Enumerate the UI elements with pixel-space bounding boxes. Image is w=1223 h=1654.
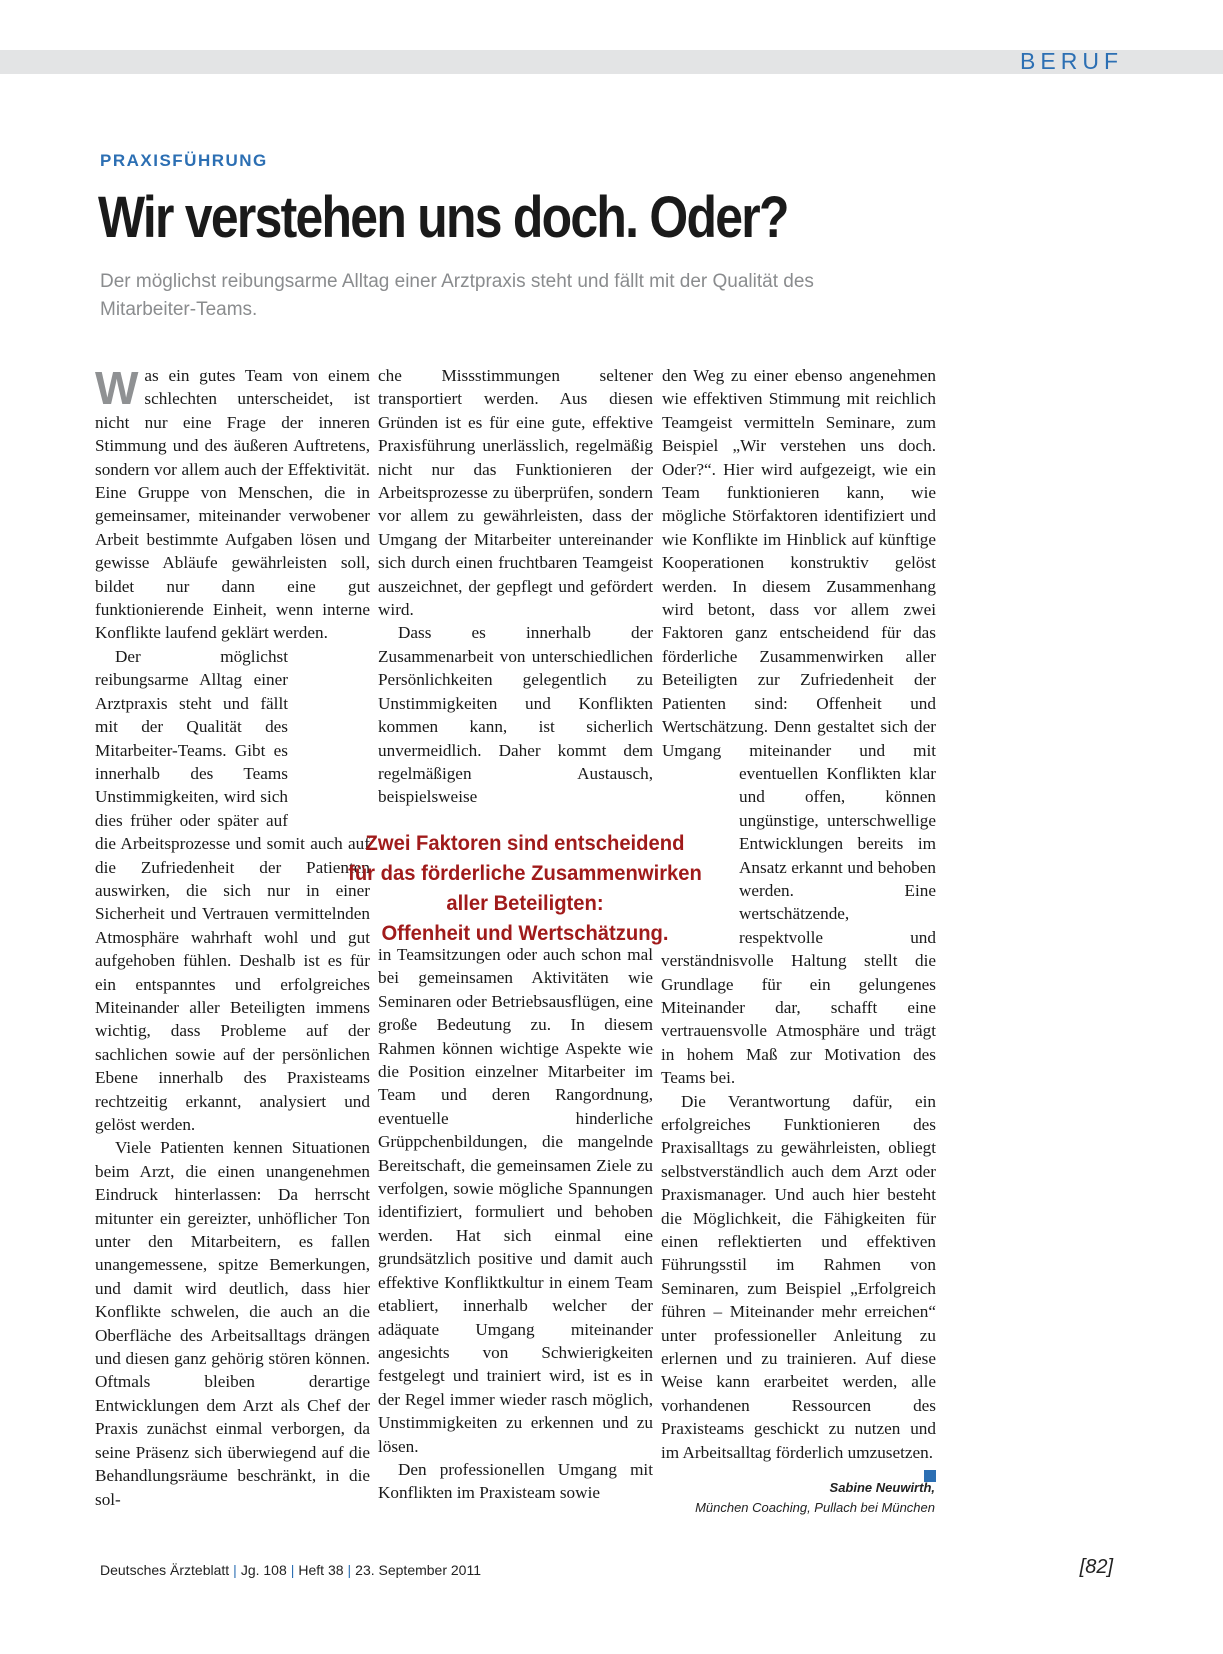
paragraph: Den professionellen Umgang mit Konflikten im Praxisteam sowie <box>378 1459 653 1503</box>
article-column-2-bottom <box>378 943 653 1505</box>
article-title: Wir verstehen uns doch. Oder? <box>98 185 788 250</box>
paragraph: Viele Patienten kennen Situationen beim Arzt, die einen unangenehmen Eindruck hinterlassen: Da herrscht mitunter ein gereizter, unhöflicher Ton unter den Mitarbeitern, es fallen unangemessene, spitze Bemerkungen, und damit wird deutlich, dass hier Konflikte schwelen, die auch an die Oberfläche des Arbeitsalltags drängen und diesen ganz gehörig stören können. Oftmals bleiben derartige Entwicklungen dem Arzt als Chef der Praxis zunächst einmal verborgen, da seine Präsenz sich überwiegend auf die Behandlungsräume beschränkt, in die sol- <box>95 1138 370 1509</box>
journal-volume: Jg. 108 <box>240 1562 287 1578</box>
author-credit <box>660 1478 935 1518</box>
author-name: Sabine Neuwirth, <box>829 1480 935 1495</box>
article-column-3 <box>661 364 936 1482</box>
drop-cap: W <box>95 362 139 414</box>
journal-issue: Heft 38 <box>298 1562 344 1578</box>
footer-separator: | <box>347 1562 352 1578</box>
article-column-2-top <box>378 364 653 809</box>
paragraph: in Teamsitzungen oder auch schon mal bei gemeinsamen Aktivitäten wie Seminaren oder Betriebsausflügen, eine große Bedeutung zu. In diesem Rahmen können wichtige Aspekte wie die Position einzelner Mitarbeiter im Team und deren Rangordnung, eventuelle hinderliche Grüppchenbildungen, die mangelnde Bereitschaft, die gemeinsamen Ziele zu verfolgen, sowie mögliche Spannungen identifiziert, formuliert und behoben werden. Hat sich einmal eine grundsätzlich positive und damit auch effektive Konfliktkultur in einem Team etabliert, innerhalb welcher der adäquate Umgang miteinander angesichts von Schwierigkeiten festgelegt und trainiert wird, ist es in der Regel immer wieder rasch möglich, Unstimmigkeiten zu erkennen und zu lösen. <box>378 945 653 1456</box>
pull-quote-line: aller Beteiligten: <box>446 891 604 915</box>
paragraph: Der möglichst reibungsarme Alltag einer Arztpraxis steht und fällt mit der Qualität des Mitarbeiter-Teams. Gibt es innerhalb des Teams Unstimmigkeiten, wird sich dies früher oder später auf die Arbeitsprozesse und somit auch auf die Zufriedenheit der Patienten auswirken, die sich nur in einer Sicherheit und Vertrauen vermittelnden Atmosphäre wahrhaft wohl und gut aufgehoben fühlen. Deshalb ist es für ein entspanntes und erfolgreiches Miteinander aller Beteiligten immens wichtig, dass Probleme auf der sachlichen sowie auf der persönlichen Ebene innerhalb des Praxisteams rechtzeitig erkannt, analysiert und gelöst werden. <box>95 646 370 1134</box>
footer-separator: | <box>233 1562 237 1578</box>
paragraph: Dass es innerhalb der Zusammenarbeit von unterschiedlichen Persönlichkeiten gelegentlich zu Unstimmigkeiten und Konflikten kommen kann, ist sicherlich unvermeidlich. Daher kommt dem regelmäßigen Austausch, beispielsweise <box>378 623 653 807</box>
journal-name: Deutsches Ärzteblatt <box>100 1562 230 1578</box>
author-affiliation: München Coaching, Pullach bei München <box>695 1500 935 1515</box>
article-kicker: PRAXISFÜHRUNG <box>100 151 268 170</box>
paragraph: Die Verantwortung dafür, ein erfolgreiches Funktionieren des Praxisalltags zu gewährleisten, obliegt selbstverständlich auch dem Arzt oder Praxismanager. Und auch hier besteht die Möglichkeit, die Fähigkeiten für einen reflektierten und effektiven Führungsstil im Rahmen von Seminaren, zum Beispiel „Erfolgreich führen – Miteinander mehr erreichen“ unter professioneller Anleitung zu erlernen und zu trainieren. Auf diese Weise kann erarbeitet werden, alle vorhandenen Ressourcen des Praxisteams geschickt zu nutzen und im Arbeitsalltag förderlich umzusetzen. <box>661 1090 936 1465</box>
page-number: [82] <box>1079 1556 1113 1578</box>
section-label: BERUF <box>1020 48 1123 74</box>
paragraph: che Missstimmungen seltener transportiert werden. Aus diesen Gründen ist es für eine gute, effektive Praxisführung unerlässlich, regelmäßig nicht nur das Funktionieren der Arbeitsprozesse zu überprüfen, sondern vor allem zu gewährleisten, dass der Umgang der Mitarbeiter untereinander sich durch einen fruchtbaren Teamgeist auszeichnet, der gepflegt und gefördert wird. <box>378 366 653 620</box>
article-subtitle: Der möglichst reibungsarme Alltag einer Arztpraxis steht und fällt mit der Qualität des Mitarbeiter-Teams. <box>100 271 814 320</box>
pull-quote-line: Offenheit und Wertschätzung. <box>381 921 669 945</box>
paragraph: den Weg zu einer ebenso angenehmen wie effektiven Stimmung mit reichlich Teamgeist vermitteln Seminare, zum Beispiel „Wir verstehen uns doch. Oder?“. Hier wird aufgezeigt, wie ein Team funktionieren kann, wie mögliche Störfaktoren identifiziert und wie Konflikte im Hinblick auf künftige Kooperationen konstruktiv gelöst werden. In diesem Zusammenhang wird betont, dass vor allem zwei Faktoren ganz entscheidend für das förderliche Zusammenwirken aller Beteiligten zur Zufriedenheit der Patienten sind: Offenheit und Wertschätzung. Denn gestaltet sich der Umgang miteinander und mit eventuellen Konflikten klar und offen, können ungünstige, unterschwellige Entwicklungen bereits im Ansatz erkannt und behoben werden. Eine wertschätzende, respektvolle und verständnisvolle Haltung stellt die Grundlage für ein gelungenes Miteinander dar, schafft eine vertrauensvolle Atmosphäre und trägt in hohem Maß zur Motivation des Teams bei. <box>661 366 936 1088</box>
paragraph: Was ein gutes Team von einem schlechten unterscheidet, ist nicht nur eine Frage der inneren Stimmung und des äußeren Auftretens, sondern vor allem auch der Effektivität. Eine Gruppe von Menschen, die in gemeinsamer, miteinander verwobener Arbeit bestimmte Aufgaben lösen und gewisse Abläufe gewährleisten soll, bildet nur dann eine gut funktionierende Einheit, wenn interne Konflikte laufend geklärt werden. <box>95 362 370 643</box>
footer-separator: | <box>290 1562 295 1578</box>
pull-quote-line: Zwei Faktoren sind entscheidend <box>365 831 685 855</box>
page-footer <box>100 1562 481 1578</box>
issue-date: 23. September 2011 <box>355 1562 482 1578</box>
pull-quote-line: für das förderliche Zusammenwirken <box>348 861 702 885</box>
